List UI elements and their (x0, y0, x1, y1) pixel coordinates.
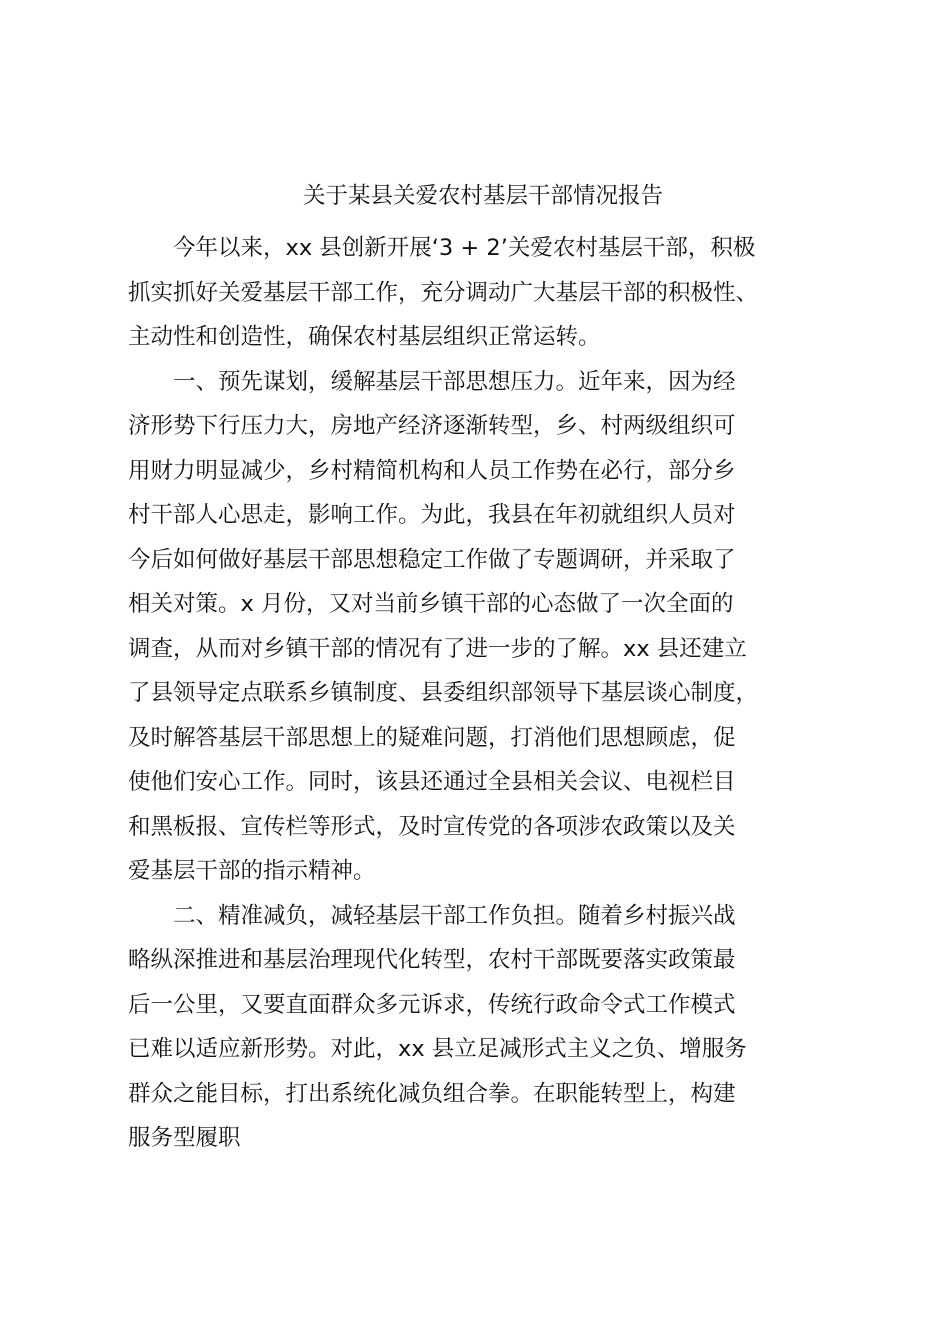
body-line: 主动性和创造性，确保农村基层组织正常运转。 (128, 324, 601, 350)
document-body (128, 226, 848, 1161)
body-line: 群众之能目标，打出系统化减负组合拳。在职能转型上，构建 (128, 1080, 736, 1107)
body-line: 用财力明显减少，乡村精简机构和人员工作势在必行，部分乡 (128, 457, 736, 484)
body-line: 今年以来，xx 县创新开展‘3 + 2’关爱农村基层干部，积极 (128, 235, 756, 261)
body-line: 略纵深推进和基层治理现代化转型，农村干部既要落实政策最 (128, 947, 736, 973)
body-line: 今后如何做好基层干部思想稳定工作做了专题调研，并采取了 (128, 546, 736, 573)
body-line: 使他们安心工作。同时，该县还通过全县相关会议、电视栏目 (128, 769, 736, 795)
body-line: 济形势下行压力大，房地产经济逐渐转型，乡、村两级组织可 (128, 413, 736, 439)
body-line: 服务型履职 (128, 1125, 241, 1151)
body-line: 二、精准减负，减轻基层干部工作负担。随着乡村振兴战 (128, 902, 736, 929)
body-line: 和黑板报、宣传栏等形式，及时宣传党的各项涉农政策以及关 (128, 813, 736, 840)
body-line: 抓实抓好关爱基层干部工作，充分调动广大基层干部的积极性、 (128, 279, 759, 306)
body-line: 了县领导定点联系乡镇制度、县委组织部领导下基层谈心制度， (128, 680, 759, 706)
document-title: 关于某县关爱农村基层干部情况报告 (302, 183, 663, 209)
body-line: 后一公里，又要直面群众多元诉求，传统行政命令式工作模式 (128, 991, 736, 1018)
body-line: 村干部人心思走，影响工作。为此，我县在年初就组织人员对 (128, 502, 736, 528)
body-line: 调查，从而对乡镇干部的情况有了进一步的了解。xx 县还建立 (128, 635, 747, 662)
body-line: 及时解答基层干部思想上的疑难问题，打消他们思想顾虑，促 (128, 724, 736, 751)
body-line: 一、预先谋划，缓解基层干部思想压力。近年来，因为经 (128, 368, 736, 395)
body-line: 相关对策。x 月份，又对当前乡镇干部的心态做了一次全面的 (128, 591, 734, 617)
body-line: 已难以适应新形势。对此，xx 县立足减形式主义之负、增服务 (128, 1036, 747, 1062)
body-line: 爱基层干部的指示精神。 (128, 858, 376, 884)
